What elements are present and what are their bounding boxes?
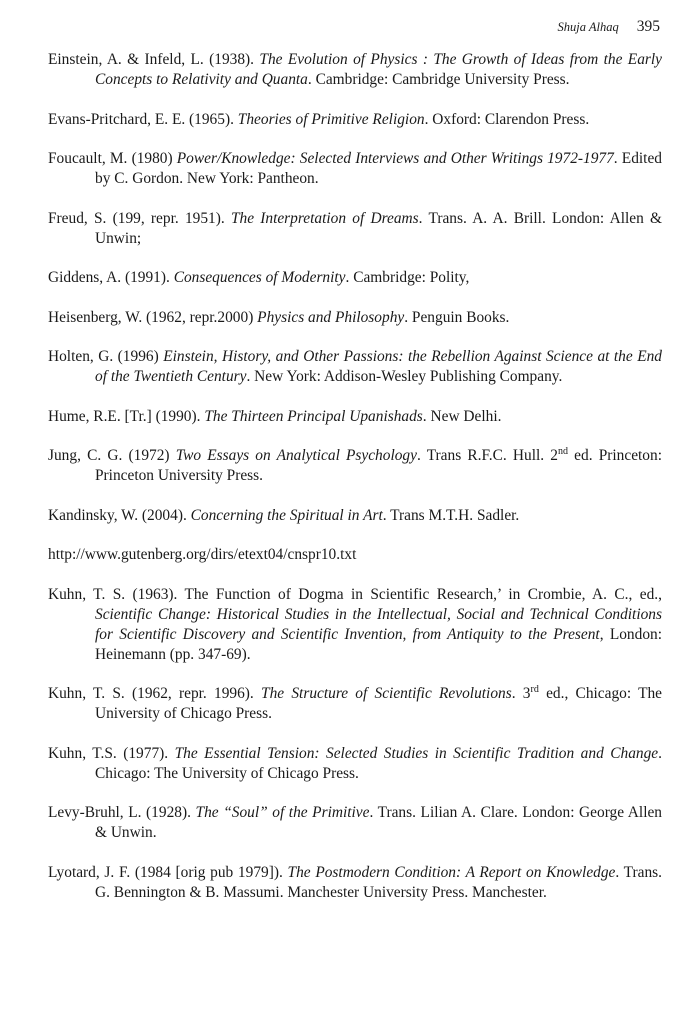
- reference-entry: [48, 446, 662, 486]
- reference-title: Theories of Primitive Religion: [237, 110, 425, 128]
- reference-text: Kandinsky, W. (2004).: [48, 506, 191, 524]
- reference-title: The Structure of Scientific Revolutions: [261, 685, 512, 702]
- reference-text: Lyotard, J. F. (1984 [orig pub 1979]).: [48, 863, 288, 881]
- reference-text: Jung, C. G. (1972): [48, 447, 176, 464]
- reference-text: , London: Heinemann (pp. 347-69).: [95, 625, 662, 663]
- reference-text: http://www.gutenberg.org/dirs/etext04/cnspr10.txt: [48, 546, 357, 563]
- reference-entry: [48, 744, 662, 784]
- ordinal-suffix: nd: [558, 446, 568, 457]
- reference-text: Foucault, M. (1980): [48, 150, 177, 167]
- reference-text: Kuhn, T. S. (1963). The Function of Dogma in Scientific Research,’ in Crombie, A. C., ed.,: [48, 585, 662, 603]
- ordinal-suffix: rd: [530, 684, 539, 695]
- reference-title: The “Soul” of the Primitive: [195, 804, 370, 821]
- reference-title: The Thirteen Principal Upanishads: [204, 407, 423, 425]
- reference-title: Concerning the Spiritual in Art: [190, 506, 383, 524]
- reference-text: Giddens, A. (1991).: [48, 269, 174, 286]
- reference-text: . Cambridge: Cambridge University Press.: [307, 71, 570, 88]
- reference-text: . Oxford: Clarendon Press.: [424, 110, 590, 128]
- reference-text: . New Delhi.: [422, 407, 502, 425]
- reference-text: . Cambridge: Polity,: [345, 269, 470, 286]
- reference-title: Einstein, History, and Other Passions: the Rebellion Against Science at the End of the Twentieth Century: [95, 348, 662, 385]
- reference-text: . Trans M.T.H. Sadler.: [382, 506, 520, 524]
- reference-title: The Evolution of Physics : The Growth of Ideas from the Early Concepts to Relativity and Quanta: [95, 51, 662, 88]
- reference-entry: [48, 209, 662, 249]
- reference-entry: [48, 308, 662, 328]
- reference-text: . Trans R.F.C. Hull. 2: [416, 447, 558, 464]
- reference-entry: [48, 50, 662, 90]
- reference-text: Freud, S. (199, repr. 1951).: [48, 209, 231, 227]
- reference-text: Einstein, A. & Infeld, L. (1938).: [48, 51, 260, 68]
- reference-entry: [48, 863, 662, 903]
- reference-entry: [48, 684, 662, 724]
- reference-title: The Interpretation of Dreams: [230, 209, 419, 227]
- reference-entry: [48, 347, 662, 387]
- reference-text: . Edited by C. Gordon. New York: Pantheon.: [95, 150, 662, 187]
- reference-title: Scientific Change: Historical Studies in the Intellectual, Social and Technical Conditions for Scientific Discovery and Scientific Invention, from Antiquity to the Present: [95, 605, 662, 643]
- reference-text: Evans-Pritchard, E. E. (1965).: [48, 110, 238, 128]
- reference-title: Power/Knowledge: Selected Interviews and Other Writings 1972-1977: [176, 150, 614, 167]
- reference-text: Holten, G. (1996): [48, 348, 164, 365]
- page-number: 395: [636, 18, 660, 35]
- reference-text: . Chicago: The University of Chicago Press.: [95, 744, 662, 782]
- reference-text: Heisenberg, W. (1962, repr.2000): [48, 308, 258, 326]
- reference-text: ed. Princeton: Princeton University Press.: [95, 447, 662, 484]
- reference-entry: [48, 149, 662, 189]
- reference-text: ed., Chicago: The University of Chicago Press.: [95, 685, 663, 722]
- reference-title: Consequences of Modernity: [173, 269, 346, 286]
- reference-text: Kuhn, T.S. (1977).: [48, 744, 175, 762]
- reference-text: Hume, R.E. [Tr.] (1990).: [48, 407, 205, 425]
- reference-text: . Trans. Lilian A. Clare. London: George Allen & Unwin.: [95, 804, 662, 841]
- reference-title: The Essential Tension: Selected Studies in Scientific Tradition and Change: [174, 744, 659, 762]
- reference-entry: [48, 506, 662, 526]
- reference-entry: [48, 110, 662, 130]
- reference-text: . Trans. G. Bennington & B. Massumi. Manchester University Press. Manchester.: [95, 863, 663, 901]
- reference-list: [48, 50, 662, 922]
- reference-text: . Trans. A. A. Brill. London: Allen & Unwin;: [95, 209, 662, 247]
- page-header: [558, 18, 660, 36]
- reference-text: Levy-Bruhl, L. (1928).: [48, 804, 196, 821]
- reference-entry: [48, 268, 662, 288]
- reference-text: . New York: Addison-Wesley Publishing Company.: [246, 368, 563, 385]
- running-head-author: Shuja Alhaq: [557, 20, 619, 34]
- reference-title: Physics and Philosophy: [257, 308, 405, 326]
- reference-entry: [48, 803, 662, 843]
- reference-entry: [48, 545, 662, 565]
- reference-entry: [48, 407, 662, 427]
- reference-title: Two Essays on Analytical Psychology: [175, 447, 417, 464]
- reference-entry: [48, 585, 662, 665]
- reference-title: The Postmodern Condition: A Report on Knowledge: [287, 863, 616, 881]
- reference-text: . 3: [511, 685, 531, 702]
- reference-text: . Penguin Books.: [404, 308, 510, 326]
- reference-text: Kuhn, T. S. (1962, repr. 1996).: [48, 685, 262, 702]
